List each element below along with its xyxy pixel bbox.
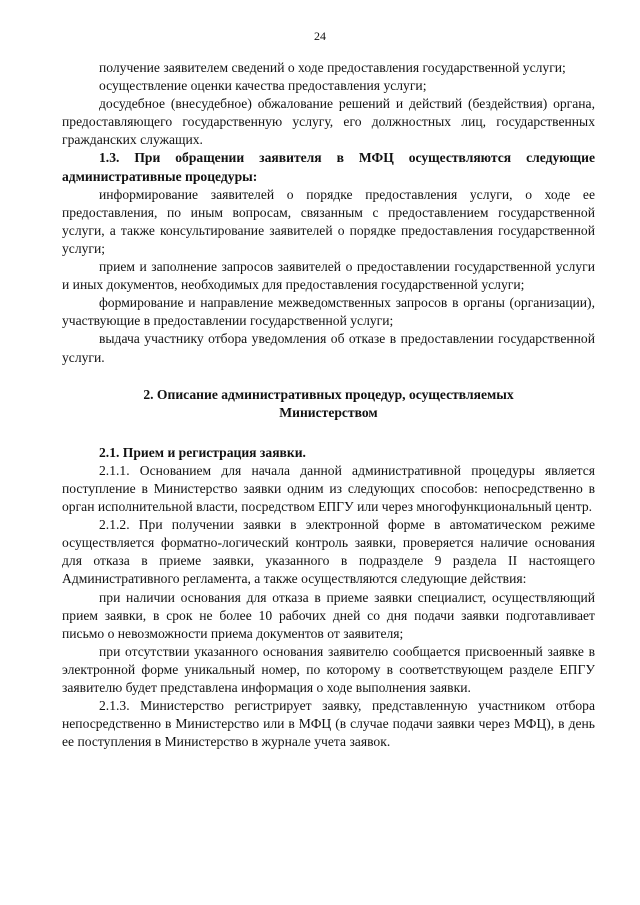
document-body	[62, 59, 595, 751]
page-number: 24	[314, 29, 326, 43]
paragraph: при отсутствии указанного основания заявителю сообщается присвоенный заявке в электронной форме уникальный номер, по которому в соответствующем разделе ЕПГУ заявителю будет представлена информация о ходе выполнения заявки.	[62, 643, 595, 695]
paragraph: 2.1.2. При получении заявки в электронной форме в автоматическом режиме осуществляется форматно-логический контроль заявки, проверяется наличие основания для отказа в приеме заявки, указанного в подразделе 9 раздела II настоящего Административного регламента, а также осуществляются следующие действия:	[62, 517, 595, 587]
paragraph: прием и заполнение запросов заявителей о предоставлении государственной услуги и иных документов, необходимых для предоставления государственной услуги;	[62, 259, 595, 293]
subsection-heading: 1.3. При обращении заявителя в МФЦ осуществляются следующие административные процедуры:	[62, 150, 595, 184]
paragraph: информирование заявителей о порядке предоставления услуги, о ходе ее предоставления, по иным вопросам, связанным с предоставлением государственной услуги, а также консультирование заявителей о порядке предоставления государственной услуги;	[62, 186, 595, 256]
paragraph: осуществление оценки качества предоставления услуги;	[99, 78, 427, 94]
paragraph: 2.1.3. Министерство регистрирует заявку, представленную участником отбора непосредственно в Министерство или в МФЦ (в случае подачи заявки через МФЦ), в день ее поступления в Министерство в журнале учета заявок.	[62, 698, 595, 750]
section-heading	[62, 386, 595, 422]
paragraph: получение заявителем сведений о ходе предоставления государственной услуги;	[99, 60, 566, 75]
paragraph: 2.1.1. Основанием для начала данной административной процедуры является поступление в Министерство заявки одним из следующих способов: непосредственно в орган исполнительной власти, посредством ЕПГУ или через многофункциональный центр.	[62, 462, 595, 515]
paragraph: формирование и направление межведомственных запросов в органы (организации), участвующие в предоставлении государственной услуги;	[62, 295, 595, 329]
subsection-heading: 2.1. Прием и регистрация заявки.	[99, 444, 306, 460]
section-heading-line: 2. Описание административных процедур, осуществляемых	[143, 386, 514, 402]
paragraph: выдача участнику отбора уведомления об отказе в предоставлении государственной услуги.	[62, 331, 595, 365]
paragraph: при наличии основания для отказа в приеме заявки специалист, осуществляющий прием заявки, в срок не более 10 рабочих дней со дня подачи заявки подготавливает письмо о невозможности приема документов от заявителя;	[62, 589, 595, 641]
section-heading-line: Министерством	[279, 404, 378, 420]
paragraph: досудебное (внесудебное) обжалование решений и действий (бездействия) органа, предоставляющего государственную услугу, его должностных лиц, государственных гражданских служащих.	[62, 96, 595, 148]
